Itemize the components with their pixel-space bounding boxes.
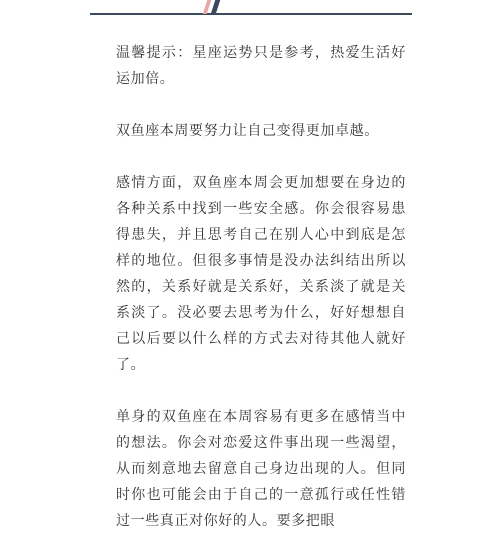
header-divider-line: [90, 13, 412, 15]
top-decoration: [0, 0, 500, 20]
accent-stripe-navy: [211, 0, 221, 14]
paragraph-tip: 温馨提示：星座运势只是参考，热爱生活好运加倍。: [116, 45, 406, 87]
article-body: [116, 40, 406, 560]
paragraph-single: 单身的双鱼座在本周容易有更多在感情当中的想法。你会对恋爱这件事出现一些渴望，从而刻意地去留意自己身边出现的人。但同时你也可能会由于自己的一意孤行或任性错过一些真正对你好的人。要多把眼: [116, 409, 406, 529]
accent-stripe-pink: [203, 0, 212, 14]
paragraph-summary: 双鱼座本周要努力让自己变得更加卓越。: [116, 123, 379, 139]
paragraph-love: 感情方面，双鱼座本周会更加想要在身边的各种关系中找到一些安全感。你会很容易患得患失，并且思考自己在别人心中到底是怎样的地位。但很多事情是没办法纠结出所以然的，关系好就是关系好，关系淡了就是关系淡了。没必要去思考为什么，好好想想自己以后要以什么样的方式去对待其他人就好了。: [116, 175, 406, 373]
